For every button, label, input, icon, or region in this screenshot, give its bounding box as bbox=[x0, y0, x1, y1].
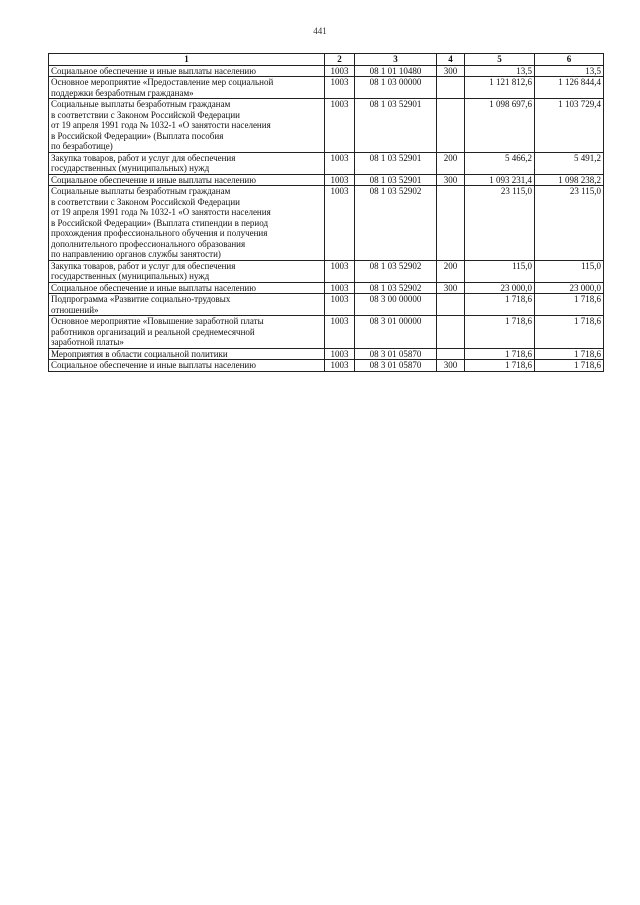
expense-type-cell bbox=[437, 316, 465, 349]
target-code-cell: 08 1 01 10480 bbox=[355, 65, 437, 77]
table-row bbox=[49, 348, 604, 360]
amount-col6-cell: 23 115,0 bbox=[535, 186, 604, 261]
expense-type-cell: 300 bbox=[437, 282, 465, 294]
amount-col5-cell: 1 718,6 bbox=[465, 294, 535, 316]
target-code-cell: 08 3 01 05870 bbox=[355, 360, 437, 372]
amount-col5-cell: 1 093 231,4 bbox=[465, 174, 535, 186]
section-cell: 1003 bbox=[325, 294, 355, 316]
amount-col5-cell: 23 000,0 bbox=[465, 282, 535, 294]
expense-type-cell bbox=[437, 77, 465, 99]
budget-table bbox=[48, 53, 604, 372]
table-row bbox=[49, 316, 604, 349]
target-code-cell: 08 1 03 52901 bbox=[355, 174, 437, 186]
row-name-cell: Социальные выплаты безработным гражданам в соответствии с Законом Российской Федерации от 19 апреля 1991 года № 1032-1 «О занятости населения в Российской Федерации» (Выплата пособия по безработице) bbox=[49, 99, 325, 153]
target-code-cell: 08 3 01 05870 bbox=[355, 348, 437, 360]
amount-col5-cell: 5 466,2 bbox=[465, 152, 535, 174]
amount-col6-cell: 1 103 729,4 bbox=[535, 99, 604, 153]
amount-col5-cell: 1 718,6 bbox=[465, 348, 535, 360]
amount-col6-cell: 5 491,2 bbox=[535, 152, 604, 174]
column-header: 3 bbox=[355, 54, 437, 66]
page-number: 441 bbox=[313, 26, 327, 36]
amount-col6-cell: 1 718,6 bbox=[535, 316, 604, 349]
amount-col5-cell: 1 718,6 bbox=[465, 360, 535, 372]
expense-type-cell bbox=[437, 294, 465, 316]
target-code-cell: 08 1 03 52901 bbox=[355, 152, 437, 174]
expense-type-cell bbox=[437, 348, 465, 360]
target-code-cell: 08 1 03 52902 bbox=[355, 186, 437, 261]
table-row bbox=[49, 99, 604, 153]
amount-col5-cell: 1 718,6 bbox=[465, 316, 535, 349]
target-code-cell: 08 3 00 00000 bbox=[355, 294, 437, 316]
amount-col6-cell: 1 718,6 bbox=[535, 294, 604, 316]
table-row bbox=[49, 152, 604, 174]
amount-col5-cell: 1 121 812,6 bbox=[465, 77, 535, 99]
expense-type-cell: 300 bbox=[437, 360, 465, 372]
section-cell: 1003 bbox=[325, 348, 355, 360]
amount-col6-cell: 1 718,6 bbox=[535, 360, 604, 372]
target-code-cell: 08 1 03 00000 bbox=[355, 77, 437, 99]
row-name-cell: Социальное обеспечение и иные выплаты населению bbox=[49, 174, 325, 186]
table-row bbox=[49, 294, 604, 316]
row-name-cell: Мероприятия в области социальной политики bbox=[49, 348, 325, 360]
row-name-cell: Социальное обеспечение и иные выплаты населению bbox=[49, 65, 325, 77]
row-name-cell: Социальное обеспечение и иные выплаты населению bbox=[49, 282, 325, 294]
target-code-cell: 08 3 01 00000 bbox=[355, 316, 437, 349]
amount-col6-cell: 115,0 bbox=[535, 260, 604, 282]
section-cell: 1003 bbox=[325, 174, 355, 186]
expense-type-cell bbox=[437, 186, 465, 261]
row-name-cell: Социальное обеспечение и иные выплаты населению bbox=[49, 360, 325, 372]
expense-type-cell: 300 bbox=[437, 65, 465, 77]
amount-col5-cell: 115,0 bbox=[465, 260, 535, 282]
table-row bbox=[49, 65, 604, 77]
section-cell: 1003 bbox=[325, 260, 355, 282]
amount-col6-cell: 1 098 238,2 bbox=[535, 174, 604, 186]
section-cell: 1003 bbox=[325, 99, 355, 153]
section-cell: 1003 bbox=[325, 282, 355, 294]
table-row bbox=[49, 174, 604, 186]
amount-col6-cell: 1 126 844,4 bbox=[535, 77, 604, 99]
row-name-cell: Подпрограмма «Развитие социально-трудовых отношений» bbox=[49, 294, 325, 316]
amount-col5-cell: 23 115,0 bbox=[465, 186, 535, 261]
column-header: 1 bbox=[49, 54, 325, 66]
table-row bbox=[49, 282, 604, 294]
row-name-cell: Основное мероприятие «Повышение заработной платы работников организаций и реальной среднемесячной заработной платы» bbox=[49, 316, 325, 349]
amount-col5-cell: 1 098 697,6 bbox=[465, 99, 535, 153]
table-row bbox=[49, 186, 604, 261]
target-code-cell: 08 1 03 52902 bbox=[355, 282, 437, 294]
row-name-cell: Социальные выплаты безработным гражданам в соответствии с Законом Российской Федерации от 19 апреля 1991 года № 1032-1 «О занятости населения в Российской Федерации» (Выплата стипендии в период прохождения профессионального обучения и получения дополнительного профессионального образования по направлению органов службы занятости) bbox=[49, 186, 325, 261]
row-name-cell: Закупка товаров, работ и услуг для обеспечения государственных (муниципальных) нужд bbox=[49, 152, 325, 174]
column-header: 5 bbox=[465, 54, 535, 66]
section-cell: 1003 bbox=[325, 152, 355, 174]
section-cell: 1003 bbox=[325, 77, 355, 99]
expense-type-cell: 200 bbox=[437, 260, 465, 282]
section-cell: 1003 bbox=[325, 316, 355, 349]
amount-col6-cell: 1 718,6 bbox=[535, 348, 604, 360]
target-code-cell: 08 1 03 52902 bbox=[355, 260, 437, 282]
section-cell: 1003 bbox=[325, 186, 355, 261]
expense-type-cell bbox=[437, 99, 465, 153]
expense-type-cell: 200 bbox=[437, 152, 465, 174]
amount-col6-cell: 13,5 bbox=[535, 65, 604, 77]
header-row bbox=[49, 54, 604, 66]
target-code-cell: 08 1 03 52901 bbox=[355, 99, 437, 153]
section-cell: 1003 bbox=[325, 360, 355, 372]
column-header: 4 bbox=[437, 54, 465, 66]
amount-col6-cell: 23 000,0 bbox=[535, 282, 604, 294]
row-name-cell: Основное мероприятие «Предоставление мер социальной поддержки безработным гражданам» bbox=[49, 77, 325, 99]
table-row bbox=[49, 360, 604, 372]
column-header: 6 bbox=[535, 54, 604, 66]
expense-type-cell: 300 bbox=[437, 174, 465, 186]
column-header: 2 bbox=[325, 54, 355, 66]
section-cell: 1003 bbox=[325, 65, 355, 77]
table-row bbox=[49, 77, 604, 99]
table-row bbox=[49, 260, 604, 282]
row-name-cell: Закупка товаров, работ и услуг для обеспечения государственных (муниципальных) нужд bbox=[49, 260, 325, 282]
amount-col5-cell: 13,5 bbox=[465, 65, 535, 77]
